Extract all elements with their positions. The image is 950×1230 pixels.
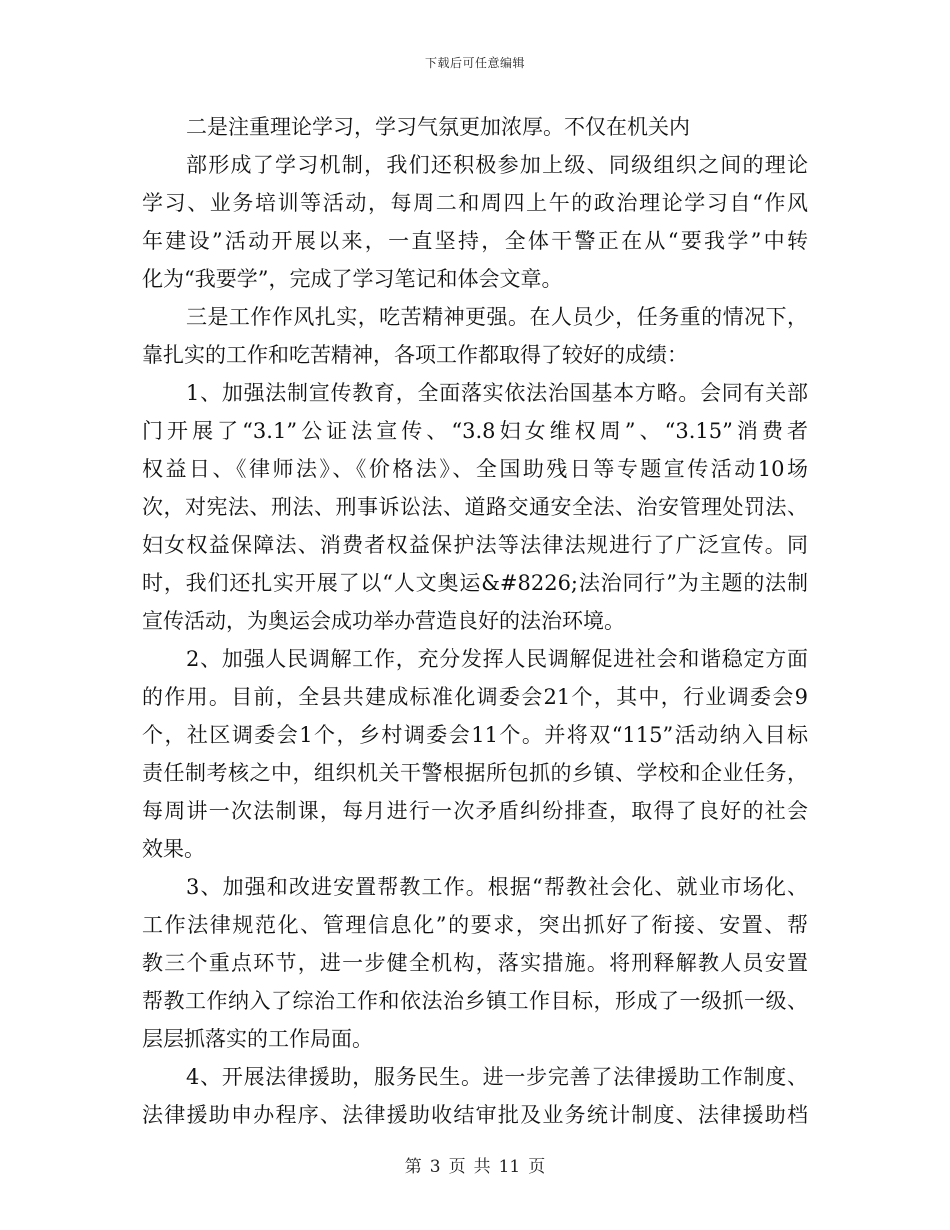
footer-page-number: 3: [429, 1157, 441, 1177]
footer-total-label: 共: [473, 1157, 491, 1177]
document-body: [142, 108, 808, 1134]
text-line: 每周讲一次法制课，每月进行一次矛盾纠纷排查，取得了良好的社会: [142, 799, 808, 823]
text-line: 年建设”活动开展以来，一直坚持，全体干警正在从“要我学”中转: [142, 229, 808, 253]
text-line: 层层抓落实的工作局面。: [142, 1027, 373, 1051]
page-header: 下载后可任意编辑: [424, 56, 525, 70]
text-line: 帮教工作纳入了综治工作和依法治乡镇工作目标，形成了一级抓一级、: [142, 989, 808, 1013]
text-line: 权益日、《律师法》、《价格法》、全国助残日等专题宣传活动10场: [142, 457, 808, 481]
text-line: 妇女权益保障法、消费者权益保护法等法律法规进行了广泛宣传。同: [142, 533, 808, 557]
text-line: 教三个重点环节，进一步健全机构，落实措施。将刑释解教人员安置: [142, 951, 808, 975]
text-line: 2、加强人民调解工作，充分发挥人民调解促进社会和谐稳定方面: [186, 647, 808, 671]
text-line: 工作法律规范化、管理信息化”的要求，突出抓好了衔接、安置、帮: [142, 913, 808, 937]
footer-total-pages: 11: [498, 1157, 521, 1177]
text-line: 4、开展法律援助，服务民生。进一步完善了法律援助工作制度、: [186, 1065, 808, 1089]
text-line: 法律援助申办程序、法律援助收结审批及业务统计制度、法律援助档: [142, 1103, 808, 1127]
text-line: 门开展了“3.1”公证法宣传、“3.8妇女维权周”、“3.15”消费者: [142, 419, 808, 443]
text-line: 宣传活动，为奥运会成功举办营造良好的法治环境。: [142, 609, 625, 633]
text-line: 1、加强法制宣传教育，全面落实依法治国基本方略。会同有关部: [186, 381, 808, 405]
text-line: 部形成了学习机制，我们还积极参加上级、同级组织之间的理论: [186, 153, 808, 177]
footer-page-suffix: 页: [448, 1157, 466, 1177]
footer-total-suffix: 页: [528, 1157, 546, 1177]
page-footer: [0, 1152, 950, 1177]
footer-page-label: 第: [404, 1157, 422, 1177]
text-line: 的作用。目前，全县共建成标准化调委会21个，其中，行业调委会9: [142, 685, 808, 709]
text-line: 效果。: [142, 837, 205, 861]
text-line: 责任制考核之中，组织机关干警根据所包抓的乡镇、学校和企业任务，: [142, 761, 808, 785]
text-line: 个，社区调委会1个，乡村调委会11个。并将双“115”活动纳入目标: [142, 723, 808, 747]
text-line: 3、加强和改进安置帮教工作。根据“帮教社会化、就业市场化、: [186, 875, 808, 899]
text-line: 化为“我要学”，完成了学习笔记和体会文章。: [142, 267, 563, 291]
text-line: 次，对宪法、刑法、刑事诉讼法、道路交通安全法、治安管理处罚法、: [142, 495, 808, 519]
text-line: 学习、业务培训等活动，每周二和周四上午的政治理论学习自“作风: [142, 191, 808, 215]
text-line: 靠扎实的工作和吃苦精神，各项工作都取得了较好的成绩：: [142, 343, 688, 367]
text-line: 时，我们还扎实开展了以“人文奥运&#8226;法治同行”为主题的法制: [142, 571, 808, 595]
text-line: 三是工作作风扎实，吃苦精神更强。在人员少，任务重的情况下，: [186, 305, 808, 329]
text-line: 二是注重理论学习，学习气氛更加浓厚。不仅在机关内: [186, 115, 690, 139]
